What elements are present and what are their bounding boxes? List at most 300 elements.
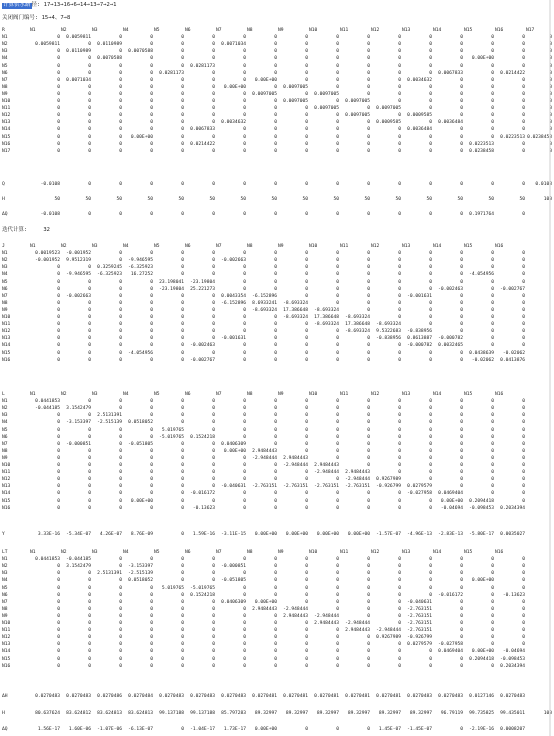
table-cell[interactable]: 0 bbox=[398, 350, 401, 356]
table-cell[interactable]: 0 bbox=[150, 148, 153, 154]
table-cell[interactable]: 0.00E+00 bbox=[471, 56, 494, 62]
table-cell[interactable]: 0 bbox=[491, 293, 494, 299]
table-cell[interactable]: 0.00E+00 bbox=[254, 77, 277, 83]
table-cell[interactable]: 0 bbox=[181, 49, 184, 55]
table-cell[interactable]: 0 bbox=[460, 571, 463, 577]
table-cell[interactable]: 0 bbox=[243, 265, 246, 271]
table-cell[interactable]: 0 bbox=[119, 399, 122, 405]
table-cell[interactable]: 0 bbox=[274, 336, 277, 342]
table-cell[interactable]: 0 bbox=[181, 265, 184, 271]
table-cell[interactable]: 0 bbox=[460, 279, 463, 285]
table-cell[interactable]: 0.0034632 bbox=[407, 77, 432, 83]
table-cell[interactable]: 0 bbox=[57, 613, 60, 619]
table-cell[interactable]: 0 bbox=[181, 84, 184, 90]
table-cell[interactable]: 0 bbox=[429, 350, 432, 356]
table-cell[interactable]: -0.001952 bbox=[35, 258, 60, 264]
table-cell[interactable]: 0 bbox=[274, 329, 277, 335]
table-cell[interactable]: 0.0008207 bbox=[500, 727, 525, 732]
table-cell[interactable]: 0 bbox=[460, 113, 463, 119]
table-cell[interactable]: 0 bbox=[57, 279, 60, 285]
table-cell[interactable]: 0 bbox=[274, 434, 277, 440]
table-cell[interactable]: 0 bbox=[336, 491, 339, 497]
table-cell[interactable]: -6.325923 bbox=[97, 272, 122, 278]
table-cell[interactable]: -4.96E-13 bbox=[407, 532, 432, 537]
table-cell[interactable]: 0 bbox=[150, 307, 153, 313]
table-cell[interactable]: 0 bbox=[336, 343, 339, 349]
table-cell[interactable]: 0 bbox=[212, 613, 215, 619]
table-cell[interactable]: 0 bbox=[243, 505, 246, 511]
table-cell[interactable]: 0 bbox=[274, 258, 277, 264]
table-cell[interactable]: 0 bbox=[243, 477, 246, 483]
table-cell[interactable]: 0 bbox=[119, 49, 122, 55]
table-cell[interactable]: 0 bbox=[491, 413, 494, 419]
table-cell[interactable]: -2.515139 bbox=[128, 571, 153, 577]
table-cell[interactable]: 0 bbox=[150, 606, 153, 612]
table-cell[interactable]: 0 bbox=[491, 70, 494, 76]
table-cell[interactable]: 0 bbox=[398, 42, 401, 48]
table-cell[interactable]: 0 bbox=[367, 134, 370, 140]
table-cell[interactable]: 0 bbox=[429, 448, 432, 454]
table-cell[interactable]: 0 bbox=[305, 635, 308, 641]
table-cell[interactable]: 0 bbox=[119, 585, 122, 591]
table-cell[interactable]: 0 bbox=[119, 448, 122, 454]
table-cell[interactable]: 0 bbox=[88, 212, 91, 217]
table-cell[interactable]: 0 bbox=[150, 329, 153, 335]
table-cell[interactable]: 0 bbox=[212, 56, 215, 62]
table-cell[interactable]: -4.054956 bbox=[128, 350, 153, 356]
table-cell[interactable]: 0 bbox=[274, 498, 277, 504]
column-header[interactable]: N4 bbox=[123, 28, 129, 33]
table-cell[interactable]: 0 bbox=[88, 300, 91, 306]
table-cell[interactable]: 2.9484443 bbox=[283, 455, 308, 461]
table-cell[interactable]: 0 bbox=[274, 279, 277, 285]
table-cell[interactable]: 0 bbox=[181, 343, 184, 349]
table-cell[interactable]: 0 bbox=[460, 613, 463, 619]
table-cell[interactable]: 0 bbox=[57, 663, 60, 669]
table-cell[interactable]: 0.2094418 bbox=[469, 498, 494, 504]
table-cell[interactable]: 0 bbox=[398, 84, 401, 90]
table-cell[interactable]: 0 bbox=[150, 399, 153, 405]
table-cell[interactable]: 0.0270486 bbox=[97, 694, 122, 699]
table-cell[interactable]: 0 bbox=[336, 477, 339, 483]
column-header[interactable]: N10 bbox=[309, 28, 318, 33]
table-cell[interactable]: 0 bbox=[305, 656, 308, 662]
table-cell[interactable]: 0 bbox=[522, 455, 525, 461]
table-cell[interactable]: -0.002663 bbox=[221, 258, 246, 264]
table-cell[interactable]: 0 bbox=[367, 427, 370, 433]
table-cell[interactable]: 0 bbox=[119, 343, 122, 349]
table-cell[interactable]: 0 bbox=[243, 399, 246, 405]
table-cell[interactable]: 0 bbox=[491, 592, 494, 598]
table-cell[interactable]: 0.0270484 bbox=[128, 694, 153, 699]
table-cell[interactable]: -2.948444 bbox=[376, 628, 401, 634]
table-cell[interactable]: 0.00E+00 bbox=[471, 649, 494, 655]
table-cell[interactable]: 0 bbox=[274, 35, 277, 41]
table-cell[interactable]: 0 bbox=[274, 343, 277, 349]
table-cell[interactable]: 0.0270483 bbox=[35, 694, 60, 699]
column-header[interactable]: N8 bbox=[247, 28, 253, 33]
table-cell[interactable]: 16.27252 bbox=[130, 272, 153, 278]
table-cell[interactable]: 0 bbox=[305, 585, 308, 591]
table-cell[interactable]: 0 bbox=[460, 406, 463, 412]
table-cell[interactable]: 0 bbox=[549, 70, 552, 76]
table-cell[interactable]: -0.04694 bbox=[502, 649, 525, 655]
table-cell[interactable]: 0.00E+00 bbox=[471, 578, 494, 584]
table-cell[interactable]: 0 bbox=[367, 635, 370, 641]
table-cell[interactable]: 0 bbox=[88, 635, 91, 641]
table-cell[interactable]: 0.0469404 bbox=[438, 649, 463, 655]
column-header[interactable]: N3 bbox=[92, 392, 98, 397]
table-cell[interactable]: 0 bbox=[429, 455, 432, 461]
table-cell[interactable]: 0 bbox=[522, 91, 525, 97]
table-cell[interactable]: 0 bbox=[398, 642, 401, 648]
table-cell[interactable]: 0.0406309 bbox=[221, 441, 246, 447]
table-cell[interactable]: 0 bbox=[549, 49, 552, 55]
table-cell[interactable]: 0 bbox=[460, 272, 463, 278]
table-cell[interactable]: 2.9484443 bbox=[345, 470, 370, 476]
table-cell[interactable]: 0.00E+00 bbox=[223, 84, 246, 90]
table-cell[interactable]: 0 bbox=[398, 258, 401, 264]
table-cell[interactable]: 0 bbox=[305, 406, 308, 412]
table-cell[interactable]: 0 bbox=[57, 315, 60, 320]
table-cell[interactable]: -0.000782 bbox=[438, 336, 463, 342]
table-cell[interactable]: 2.9484443 bbox=[252, 606, 277, 612]
table-cell[interactable]: 0 bbox=[181, 148, 184, 154]
table-cell[interactable]: 0 bbox=[336, 49, 339, 55]
table-cell[interactable]: 0 bbox=[491, 300, 494, 306]
table-cell[interactable]: 0 bbox=[181, 441, 184, 447]
table-cell[interactable]: 0 bbox=[398, 343, 401, 349]
table-cell[interactable]: 0 bbox=[57, 564, 60, 570]
table-cell[interactable]: 0 bbox=[119, 106, 122, 112]
table-cell[interactable]: 0 bbox=[181, 571, 184, 577]
table-cell[interactable]: 0 bbox=[88, 357, 91, 363]
table-cell[interactable]: 0 bbox=[119, 498, 122, 504]
table-cell[interactable]: 0 bbox=[274, 441, 277, 447]
table-cell[interactable]: -0.002767 bbox=[190, 357, 215, 363]
table-cell[interactable]: 0 bbox=[243, 49, 246, 55]
table-cell[interactable]: 0 bbox=[212, 35, 215, 41]
table-cell[interactable]: 0 bbox=[460, 413, 463, 419]
table-cell[interactable]: 0 bbox=[274, 656, 277, 662]
table-cell[interactable]: 0 bbox=[243, 585, 246, 591]
table-cell[interactable]: 0 bbox=[522, 300, 525, 306]
table-cell[interactable]: 0 bbox=[367, 293, 370, 299]
table-cell[interactable]: 0 bbox=[549, 56, 552, 62]
table-cell[interactable]: 0 bbox=[336, 578, 339, 584]
table-cell[interactable]: 0 bbox=[88, 63, 91, 69]
table-cell[interactable]: 0 bbox=[491, 484, 494, 490]
table-cell[interactable]: 100 bbox=[543, 197, 552, 202]
table-cell[interactable]: -8.693324 bbox=[345, 315, 370, 320]
table-cell[interactable]: -0.000851 bbox=[221, 564, 246, 570]
table-cell[interactable]: 0 bbox=[367, 578, 370, 584]
table-cell[interactable]: 0 bbox=[150, 286, 153, 292]
table-cell[interactable]: 0 bbox=[150, 113, 153, 119]
table-cell[interactable]: 0 bbox=[398, 585, 401, 591]
table-cell[interactable]: 0 bbox=[305, 329, 308, 335]
table-cell[interactable]: 0 bbox=[212, 420, 215, 426]
table-cell[interactable]: 0 bbox=[491, 427, 494, 433]
table-cell[interactable]: 0 bbox=[398, 272, 401, 278]
table-cell[interactable]: 0 bbox=[119, 91, 122, 97]
table-cell[interactable]: 0 bbox=[367, 336, 370, 342]
column-header[interactable]: N6 bbox=[185, 392, 191, 397]
table-cell[interactable]: 0 bbox=[460, 448, 463, 454]
table-cell[interactable]: 0 bbox=[274, 265, 277, 271]
table-cell[interactable]: 0 bbox=[522, 322, 525, 328]
table-cell[interactable]: 0 bbox=[212, 406, 215, 412]
table-cell[interactable]: 0 bbox=[336, 642, 339, 648]
table-cell[interactable]: 0 bbox=[491, 258, 494, 264]
table-cell[interactable]: 0 bbox=[88, 399, 91, 405]
table-cell[interactable]: 0 bbox=[305, 265, 308, 271]
column-header[interactable]: N13 bbox=[402, 244, 411, 249]
table-cell[interactable]: 4.26E-07 bbox=[99, 532, 122, 537]
table-cell[interactable]: 0 bbox=[336, 134, 339, 140]
table-cell[interactable]: 0 bbox=[336, 455, 339, 461]
table-cell[interactable]: 0 bbox=[150, 42, 153, 48]
table-cell[interactable]: 0 bbox=[460, 463, 463, 468]
table-cell[interactable]: 0.1971764 bbox=[469, 212, 494, 217]
table-cell[interactable]: 0 bbox=[181, 406, 184, 412]
table-cell[interactable]: 0 bbox=[181, 578, 184, 584]
table-cell[interactable]: 0 bbox=[274, 182, 277, 187]
table-cell[interactable]: 0 bbox=[212, 315, 215, 320]
table-cell[interactable]: 0 bbox=[57, 448, 60, 454]
table-cell[interactable]: -1.57E-07 bbox=[376, 532, 401, 537]
table-cell[interactable]: 0 bbox=[181, 599, 184, 605]
table-cell[interactable]: 85.797283 bbox=[221, 711, 246, 716]
table-cell[interactable]: 0 bbox=[398, 212, 401, 217]
selected-cell-text[interactable]: 计算供水路 bbox=[3, 2, 31, 9]
table-cell[interactable]: 0 bbox=[491, 120, 494, 126]
table-cell[interactable]: 0 bbox=[119, 329, 122, 335]
table-cell[interactable]: 0 bbox=[181, 63, 184, 69]
table-cell[interactable]: 89.32997 bbox=[378, 711, 401, 716]
table-cell[interactable]: 89.32997 bbox=[285, 711, 308, 716]
table-cell[interactable]: 0 bbox=[88, 315, 91, 320]
table-cell[interactable]: 0 bbox=[398, 357, 401, 363]
table-cell[interactable]: 5.019765 bbox=[161, 427, 184, 433]
table-cell[interactable]: 0 bbox=[119, 656, 122, 662]
table-cell[interactable]: 0 bbox=[460, 484, 463, 490]
table-cell[interactable]: -2.763151 bbox=[407, 621, 432, 626]
table-cell[interactable]: 0 bbox=[57, 357, 60, 363]
table-cell[interactable]: 0 bbox=[336, 350, 339, 356]
table-cell[interactable]: 0 bbox=[119, 557, 122, 563]
table-cell[interactable]: 0 bbox=[522, 448, 525, 454]
table-cell[interactable]: 0.0270483 bbox=[438, 694, 463, 699]
column-header[interactable]: N11 bbox=[340, 550, 349, 555]
table-cell[interactable]: 0 bbox=[367, 564, 370, 570]
table-cell[interactable]: 0 bbox=[243, 315, 246, 320]
table-cell[interactable]: 0 bbox=[549, 120, 552, 126]
table-cell[interactable]: -8.693324 bbox=[283, 300, 308, 306]
table-cell[interactable]: 0 bbox=[274, 141, 277, 147]
table-cell[interactable]: 0 bbox=[522, 141, 525, 147]
table-cell[interactable]: -0.000851 bbox=[66, 441, 91, 447]
table-cell[interactable]: 0 bbox=[336, 656, 339, 662]
table-cell[interactable]: 0 bbox=[367, 663, 370, 669]
table-cell[interactable]: 0 bbox=[212, 91, 215, 97]
table-cell[interactable]: 0 bbox=[181, 35, 184, 41]
table-cell[interactable]: 0 bbox=[150, 84, 153, 90]
table-cell[interactable]: -2.948444 bbox=[314, 470, 339, 476]
table-cell[interactable]: -2.19E-16 bbox=[469, 727, 494, 732]
table-cell[interactable]: 0 bbox=[88, 571, 91, 577]
table-cell[interactable]: 0 bbox=[398, 63, 401, 69]
table-cell[interactable]: 0 bbox=[119, 470, 122, 476]
table-cell[interactable]: 0 bbox=[150, 357, 153, 363]
table-cell[interactable]: 0 bbox=[119, 564, 122, 570]
table-cell[interactable]: 1.60E-06 bbox=[68, 727, 91, 732]
table-cell[interactable]: 0 bbox=[274, 470, 277, 476]
table-cell[interactable]: 0 bbox=[274, 357, 277, 363]
table-cell[interactable]: -0.016172 bbox=[438, 592, 463, 598]
table-cell[interactable]: 0.1524218 bbox=[190, 434, 215, 440]
table-cell[interactable]: 0 bbox=[57, 621, 60, 626]
table-cell[interactable]: 0 bbox=[522, 557, 525, 563]
table-cell[interactable]: 0 bbox=[119, 77, 122, 83]
table-cell[interactable]: 0.0413876 bbox=[500, 357, 525, 363]
table-cell[interactable]: 0.0127146 bbox=[469, 694, 494, 699]
table-cell[interactable]: 0 bbox=[57, 350, 60, 356]
table-cell[interactable]: 0 bbox=[522, 272, 525, 278]
table-cell[interactable]: -0.027958 bbox=[438, 642, 463, 648]
table-cell[interactable]: 0 bbox=[88, 484, 91, 490]
column-header[interactable]: N12 bbox=[371, 550, 380, 555]
table-cell[interactable]: 83.624813 bbox=[97, 711, 122, 716]
table-cell[interactable]: 2.9484443 bbox=[314, 463, 339, 468]
table-cell[interactable]: -0.040631 bbox=[221, 484, 246, 490]
table-cell[interactable]: 0.0097005 bbox=[376, 106, 401, 112]
table-cell[interactable]: -0.000782 bbox=[407, 343, 432, 349]
table-cell[interactable]: 0 bbox=[181, 113, 184, 119]
table-cell[interactable]: 0.0032465 bbox=[438, 343, 463, 349]
table-cell[interactable]: 0 bbox=[181, 505, 184, 511]
table-cell[interactable]: -2.948444 bbox=[345, 621, 370, 626]
table-cell[interactable]: 0 bbox=[274, 557, 277, 563]
table-cell[interactable]: 0 bbox=[522, 413, 525, 419]
table-cell[interactable]: 0 bbox=[305, 498, 308, 504]
table-cell[interactable]: 0 bbox=[491, 420, 494, 426]
table-cell[interactable]: 0 bbox=[88, 505, 91, 511]
table-cell[interactable]: 0 bbox=[367, 106, 370, 112]
table-cell[interactable]: -2.763151 bbox=[407, 628, 432, 634]
table-cell[interactable]: 0 bbox=[429, 148, 432, 154]
table-cell[interactable]: 0 bbox=[305, 505, 308, 511]
table-cell[interactable]: 0 bbox=[522, 399, 525, 405]
table-cell[interactable]: 0 bbox=[522, 585, 525, 591]
table-cell[interactable]: 0 bbox=[243, 613, 246, 619]
table-cell[interactable]: 0 bbox=[57, 134, 60, 140]
table-cell[interactable]: 0 bbox=[88, 621, 91, 626]
table-cell[interactable]: 0 bbox=[398, 420, 401, 426]
table-cell[interactable]: 0 bbox=[212, 477, 215, 483]
table-cell[interactable]: 0 bbox=[88, 127, 91, 133]
table-cell[interactable]: 0 bbox=[181, 557, 184, 563]
table-cell[interactable]: -2.515139 bbox=[97, 420, 122, 426]
table-cell[interactable]: 0.0071034 bbox=[221, 42, 246, 48]
table-cell[interactable]: 0 bbox=[243, 498, 246, 504]
table-cell[interactable]: 0 bbox=[181, 120, 184, 126]
table-cell[interactable]: 0.0036484 bbox=[407, 127, 432, 133]
table-cell[interactable]: 0 bbox=[57, 70, 60, 76]
table-cell[interactable]: 0 bbox=[336, 599, 339, 605]
table-cell[interactable]: 0 bbox=[491, 35, 494, 41]
table-cell[interactable]: 0.00E+00 bbox=[254, 727, 277, 732]
table-cell[interactable]: 0 bbox=[522, 279, 525, 285]
table-cell[interactable]: 0 bbox=[119, 455, 122, 461]
table-cell[interactable]: 0 bbox=[57, 56, 60, 62]
table-cell[interactable]: 0 bbox=[181, 182, 184, 187]
table-cell[interactable]: 0 bbox=[305, 106, 308, 112]
table-cell[interactable]: 0 bbox=[398, 448, 401, 454]
column-header[interactable]: N8 bbox=[247, 392, 253, 397]
table-cell[interactable]: 0 bbox=[212, 557, 215, 563]
table-cell[interactable]: 0 bbox=[491, 307, 494, 313]
table-cell[interactable]: 9.9512319 bbox=[66, 258, 91, 264]
table-cell[interactable]: 0 bbox=[398, 182, 401, 187]
table-cell[interactable]: 0 bbox=[150, 470, 153, 476]
table-cell[interactable]: 0 bbox=[305, 571, 308, 577]
table-cell[interactable]: 0 bbox=[460, 182, 463, 187]
table-cell[interactable]: 0 bbox=[491, 613, 494, 619]
table-cell[interactable]: 0 bbox=[522, 406, 525, 412]
table-cell[interactable]: 0 bbox=[549, 35, 552, 41]
table-cell[interactable]: 0.0518052 bbox=[128, 420, 153, 426]
table-cell[interactable]: 0 bbox=[460, 141, 463, 147]
table-cell[interactable]: 0 bbox=[429, 307, 432, 313]
table-cell[interactable]: 0 bbox=[429, 56, 432, 62]
table-cell[interactable]: 0 bbox=[212, 484, 215, 490]
table-cell[interactable]: 0 bbox=[522, 182, 525, 187]
table-cell[interactable]: -0.0108 bbox=[40, 212, 60, 217]
table-cell[interactable]: 0.0469404 bbox=[438, 491, 463, 497]
table-cell[interactable]: 0 bbox=[274, 628, 277, 634]
table-cell[interactable]: 0 bbox=[150, 427, 153, 433]
table-cell[interactable]: 0 bbox=[460, 49, 463, 55]
table-cell[interactable]: 0 bbox=[429, 578, 432, 584]
table-cell[interactable]: 0 bbox=[274, 649, 277, 655]
table-cell[interactable]: 0 bbox=[367, 279, 370, 285]
table-cell[interactable]: 50 bbox=[54, 197, 60, 202]
table-cell[interactable]: 0 bbox=[491, 84, 494, 90]
column-header[interactable]: N4 bbox=[123, 550, 129, 555]
table-cell[interactable]: 0 bbox=[150, 448, 153, 454]
column-header[interactable]: N13 bbox=[402, 392, 411, 397]
table-cell[interactable]: 0 bbox=[305, 621, 308, 626]
column-header[interactable]: N7 bbox=[216, 28, 222, 33]
table-cell[interactable]: 0 bbox=[429, 564, 432, 570]
table-cell[interactable]: 0 bbox=[429, 286, 432, 292]
table-cell[interactable]: 0 bbox=[522, 77, 525, 83]
table-cell[interactable]: -3.11E-15 bbox=[221, 532, 246, 537]
table-cell[interactable]: 0.0441853 bbox=[35, 557, 60, 563]
table-cell[interactable]: 0 bbox=[491, 251, 494, 257]
table-cell[interactable]: 0 bbox=[522, 212, 525, 217]
table-cell[interactable]: 50 bbox=[240, 197, 246, 202]
table-cell[interactable]: 0 bbox=[549, 84, 552, 90]
table-cell[interactable]: 0 bbox=[398, 148, 401, 154]
table-cell[interactable]: 0.0406309 bbox=[221, 599, 246, 605]
table-cell[interactable]: 0 bbox=[460, 148, 463, 154]
table-cell[interactable]: 0.00E+00 bbox=[223, 448, 246, 454]
table-cell[interactable]: 0 bbox=[336, 399, 339, 405]
table-cell[interactable]: 0 bbox=[336, 42, 339, 48]
table-cell[interactable]: 0 bbox=[522, 470, 525, 476]
